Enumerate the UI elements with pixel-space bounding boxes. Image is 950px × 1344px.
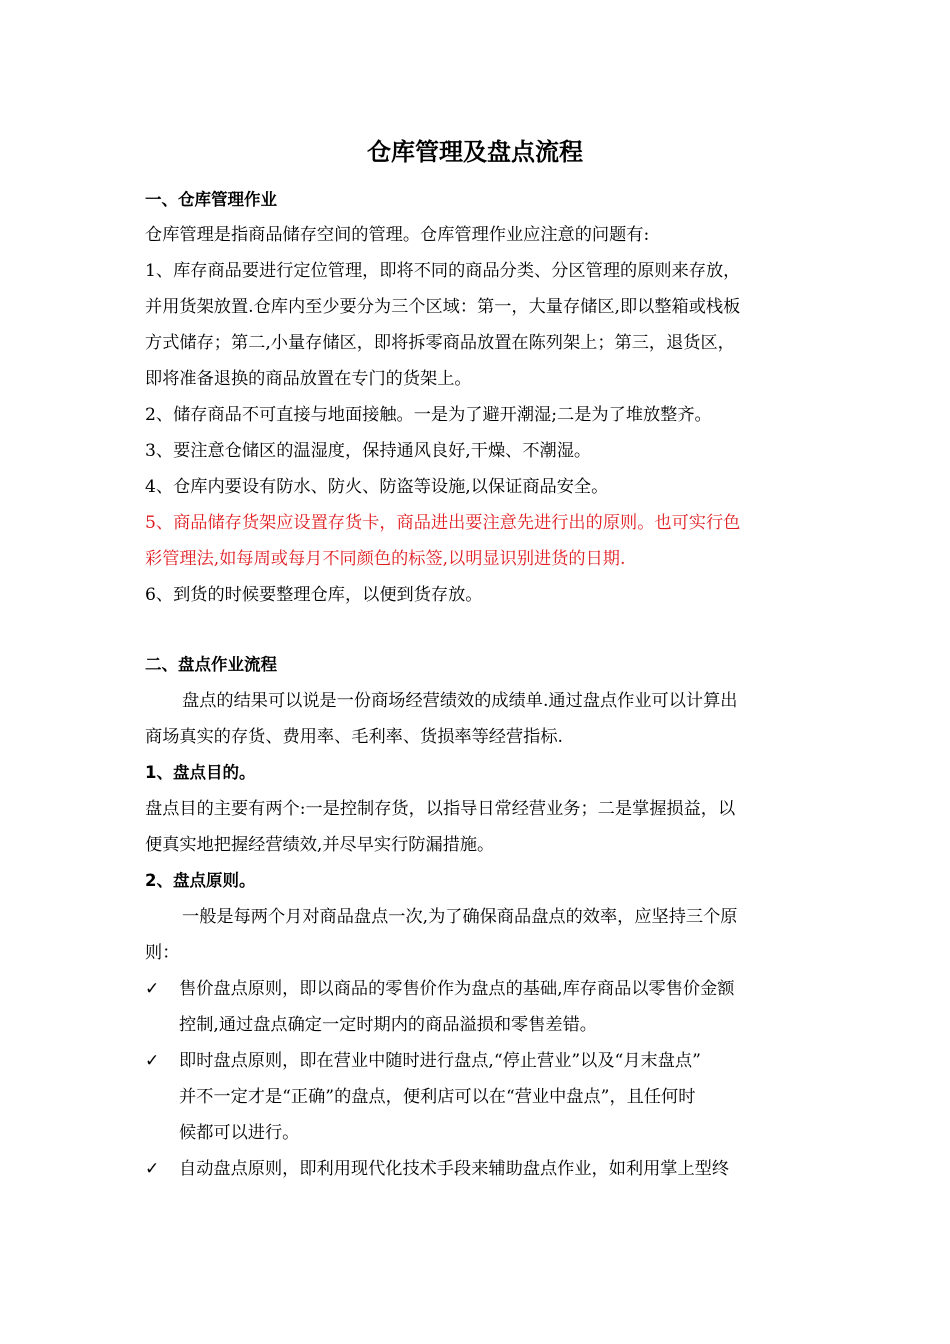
bullet3-line1: 自动盘点原则，即利用现代化技术手段来辅助盘点作业，如利用掌上型终: [179, 1159, 730, 1179]
sub1-line2: 便真实地把握经营绩效,并尽早实行防漏措施。: [145, 835, 495, 855]
bullet1-line1: 售价盘点原则，即以商品的零售价作为盘点的基础,库存商品以零售价金额: [179, 979, 735, 999]
section1-item1-line4: 即将准备退换的商品放置在专门的货架上。: [145, 369, 472, 389]
bullet2-line1: 即时盘点原则，即在营业中随时进行盘点,“停止营业”以及“月末盘点”: [179, 1051, 701, 1071]
document-title: 仓库管理及盘点流程: [367, 138, 583, 166]
section1-item1-line3: 方式储存；第二,小量存储区，即将拆零商品放置在陈列架上；第三，退货区，: [145, 333, 735, 353]
sub1-line1: 盘点目的主要有两个:一是控制存货，以指导日常经营业务；二是掌握损益，以: [145, 799, 736, 819]
check-mark-icon: ✓: [145, 1051, 160, 1071]
section1-item5-line2: 彩管理法,如每周或每月不同颜色的标签,以明显识别进货的日期.: [145, 549, 626, 569]
sub1-heading: 1、盘点目的。: [145, 763, 256, 782]
section2-heading: 二、盘点作业流程: [145, 655, 277, 674]
section1-item1-line2: 并用货架放置.仓库内至少要分为三个区域：第一，大量存储区,即以整箱或栈板: [145, 297, 741, 317]
check-mark-icon: ✓: [145, 1159, 160, 1179]
check-mark-icon: ✓: [145, 979, 160, 999]
bullet2-line2: 并不一定才是“正确”的盘点，便利店可以在“营业中盘点”，且任何时: [179, 1087, 696, 1107]
section1-item1-line1: 1、库存商品要进行定位管理，即将不同的商品分类、分区管理的原则来存放，: [145, 261, 741, 281]
section1-item5-line1: 5、商品储存货架应设置存货卡，商品进出要注意先进行出的原则。也可实行色: [145, 513, 741, 533]
section2-intro-line2: 商场真实的存货、费用率、毛利率、货损率等经营指标.: [145, 727, 563, 747]
sub2-intro-line2: 则：: [145, 943, 180, 963]
section1-item2: 2、储存商品不可直接与地面接触。一是为了避开潮湿;二是为了堆放整齐。: [145, 405, 712, 425]
sub2-heading: 2、盘点原则。: [145, 871, 256, 890]
section2-intro-line1: 盘点的结果可以说是一份商场经营绩效的成绩单.通过盘点作业可以计算出: [182, 691, 738, 711]
section1-item4: 4、仓库内要设有防水、防火、防盗等设施,以保证商品安全。: [145, 477, 609, 497]
section1-heading: 一、仓库管理作业: [145, 190, 277, 209]
section1-item6: 6、到货的时候要整理仓库，以便到货存放。: [145, 585, 483, 605]
sub2-intro-line1: 一般是每两个月对商品盘点一次,为了确保商品盘点的效率，应坚持三个原: [182, 907, 738, 927]
section1-intro: 仓库管理是指商品储存空间的管理。仓库管理作业应注意的问题有:: [145, 225, 650, 245]
bullet1-line2: 控制,通过盘点确定一定时期内的商品溢损和零售差错。: [179, 1015, 597, 1035]
section1-item3: 3、要注意仓储区的温湿度，保持通风良好,干燥、不潮湿。: [145, 441, 592, 461]
bullet2-line3: 候都可以进行。: [179, 1123, 300, 1143]
